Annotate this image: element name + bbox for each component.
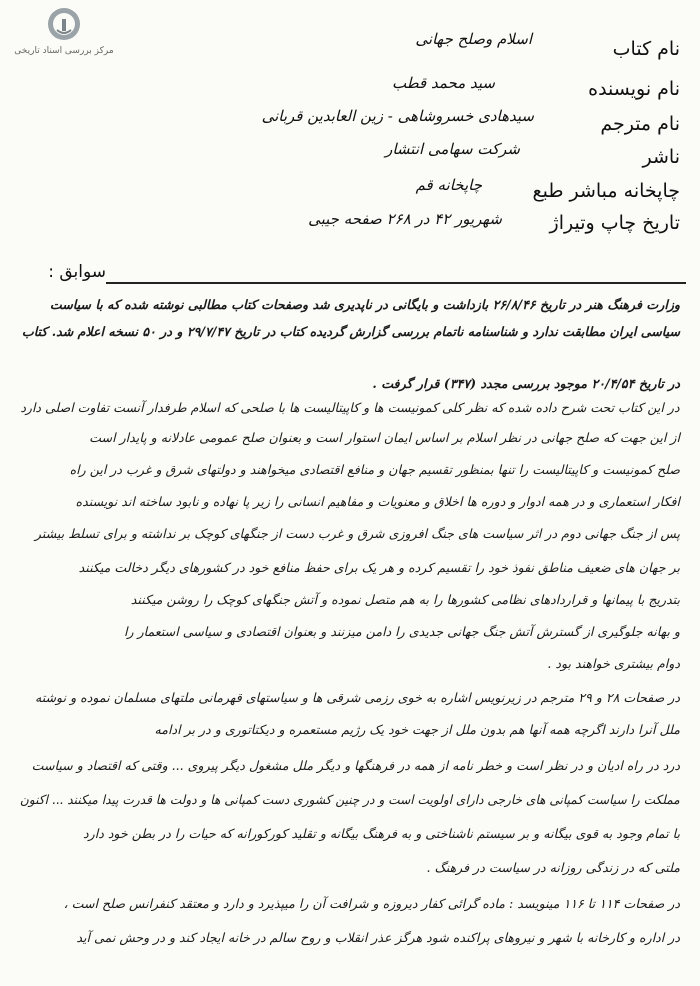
field-label: ناشر (642, 146, 680, 168)
field-printing-house (20, 176, 680, 202)
text-line: در صفحات ۲۸ و ۲۹ مترجم در زیرنویس اشاره به خوی رزمی شرقی ها و سیاستهای قهرمانی ملتهای مسلمان نموده و نوشته (34, 690, 680, 705)
field-value: سیدهادی خسروشاهی - زین العابدین قربانی (261, 107, 534, 125)
archive-emblem-icon (46, 6, 82, 42)
section-divider (106, 282, 686, 284)
field-value: شرکت سهامی انتشار (385, 140, 520, 158)
field-book-name (20, 30, 680, 60)
section-title: سوابق : (48, 262, 106, 282)
field-label: نام نویسنده (588, 78, 680, 100)
field-value: سید محمد قطب (392, 74, 495, 92)
field-translator (20, 107, 680, 135)
text-line: و بهانه جلوگیری از گسترش آتش جنگ جهانی جدیدی را دامن میزنند و بعنوان اقتصادی و سیاسی استعمار را (124, 624, 680, 639)
text-line: ملتی که در زندگی روزانه در سیاست در فرهنگ . (426, 860, 680, 875)
text-line: بر جهان های ضعیف مناطق نفوذ خود را تقسیم کرده و هر یک برای حفظ منافع خود در کشورهای دیگر دخالت میکنند (78, 560, 680, 575)
text-line: دوام بیشتری خواهند بود . (547, 656, 680, 671)
text-line: در تاریخ ۲۰/۴/۵۴ موجود بررسی مجدد (۳۴۷) قرار گرفت . (372, 376, 680, 391)
text-line: سیاسی ایران مطابقت ندارد و شناسنامه ناتمام بررسی گزارش گردیده کتاب در تاریخ ۲۹/۷/۴۷ و در ۵۰ نسخه اعلام شد. کتاب (21, 324, 680, 339)
field-value: چاپخانه قم (415, 176, 482, 194)
text-line: درد در راه ادیان و در نظر است و خطر نامه از همه در فرهنگها و دیگر ملل مشغول دیگر پیروی ... وقتی که اقتصاد و سیاست (31, 758, 680, 773)
text-line: صلح کمونیست و کاپیتالیست را تنها بمنظور تقسیم جهان و منافع اقتصادی میخواهند و دولتهای شرق و غرب در این راه (69, 462, 680, 477)
text-line: در اداره و کارخانه با شهر و نیروهای پراکنده شود هرگز عذر انقلاب و روح سالم در خانه ایجاد کند و در وحش نمی آید (76, 930, 680, 945)
text-line: از این جهت که صلح جهانی در نظر اسلام بر اساس ایمان استوار است و بعنوان صلح عمومی عادلانه و پایدار است (89, 430, 680, 445)
text-line: ملل آنرا دارند اگرچه همه آنها هم بدون ملل از جهت خود یک رژیم مستعمره و دیکتاتوری و در بر ادامه (154, 722, 680, 737)
text-line: پس از جنگ جهانی دوم در اثر سیاست های جنگ افروزی شرق و غرب دست از جنگهای کوچک بر نداشته و برای تسلط بیشتر (34, 526, 680, 541)
archive-caption: مرکز بررسی اسناد تاریخی (14, 46, 114, 56)
field-value: شهریور ۴۲ در ۲۶۸ صفحه جیبی (308, 210, 502, 228)
text-line: وزارت فرهنگ هنر در تاریخ ۲۶/۸/۴۶ بازداشت و بایگانی در ناپدیری شد وصفحات کتاب مطالبی نوشته شده که با سیاست (49, 297, 680, 312)
text-line: در صفحات ۱۱۴ تا ۱۱۶ مینویسد : ماده گرائی کفار دیروزه و شرافت آن را میپذیرد و دارد و معتقد کنفرانس صلح است ، (63, 896, 680, 911)
field-label: نام مترجم (600, 113, 680, 135)
text-line: بتدریج با پیمانها و قراردادهای نظامی کشورها را به هم متصل نموده و آتش جنگهای کوچک را روشن میکنند (130, 592, 680, 607)
text-line: افکار استعماری و در همه ادوار و دوره ها اخلاق و معنویات و مفاهیم انسانی را زیر پا نهاده و نابود ساخته اند نویسنده (75, 494, 680, 509)
field-label: نام کتاب (612, 38, 680, 60)
field-author (20, 74, 680, 100)
field-print-date (20, 212, 680, 234)
text-line: در این کتاب تحت شرح داده شده که نظر کلی کمونیست ها و کاپیتالیست ها با صلحی که اسلام طرفدار آنست تفاوت اصلی دارد (20, 400, 680, 415)
field-label: چاپخانه مباشر طبع (532, 180, 680, 202)
field-label: تاریخ چاپ وتیراژ (549, 212, 680, 234)
text-line: با تمام وجود به قوی بیگانه و بر سیستم ناشناختی و به فرهنگ بیگانه و تقلید کورکورانه که حیات را در بطن خود دارد (83, 826, 680, 841)
field-publisher (20, 140, 680, 168)
text-line: مملکت را سیاست کمپانی های خارجی دارای اولویت است و در چنین کشوری دست کمپانی ها و دولت ها قدرت پیدا میکنند ... اکنون (20, 792, 680, 807)
field-value: اسلام وصلح جهانی (415, 30, 532, 48)
